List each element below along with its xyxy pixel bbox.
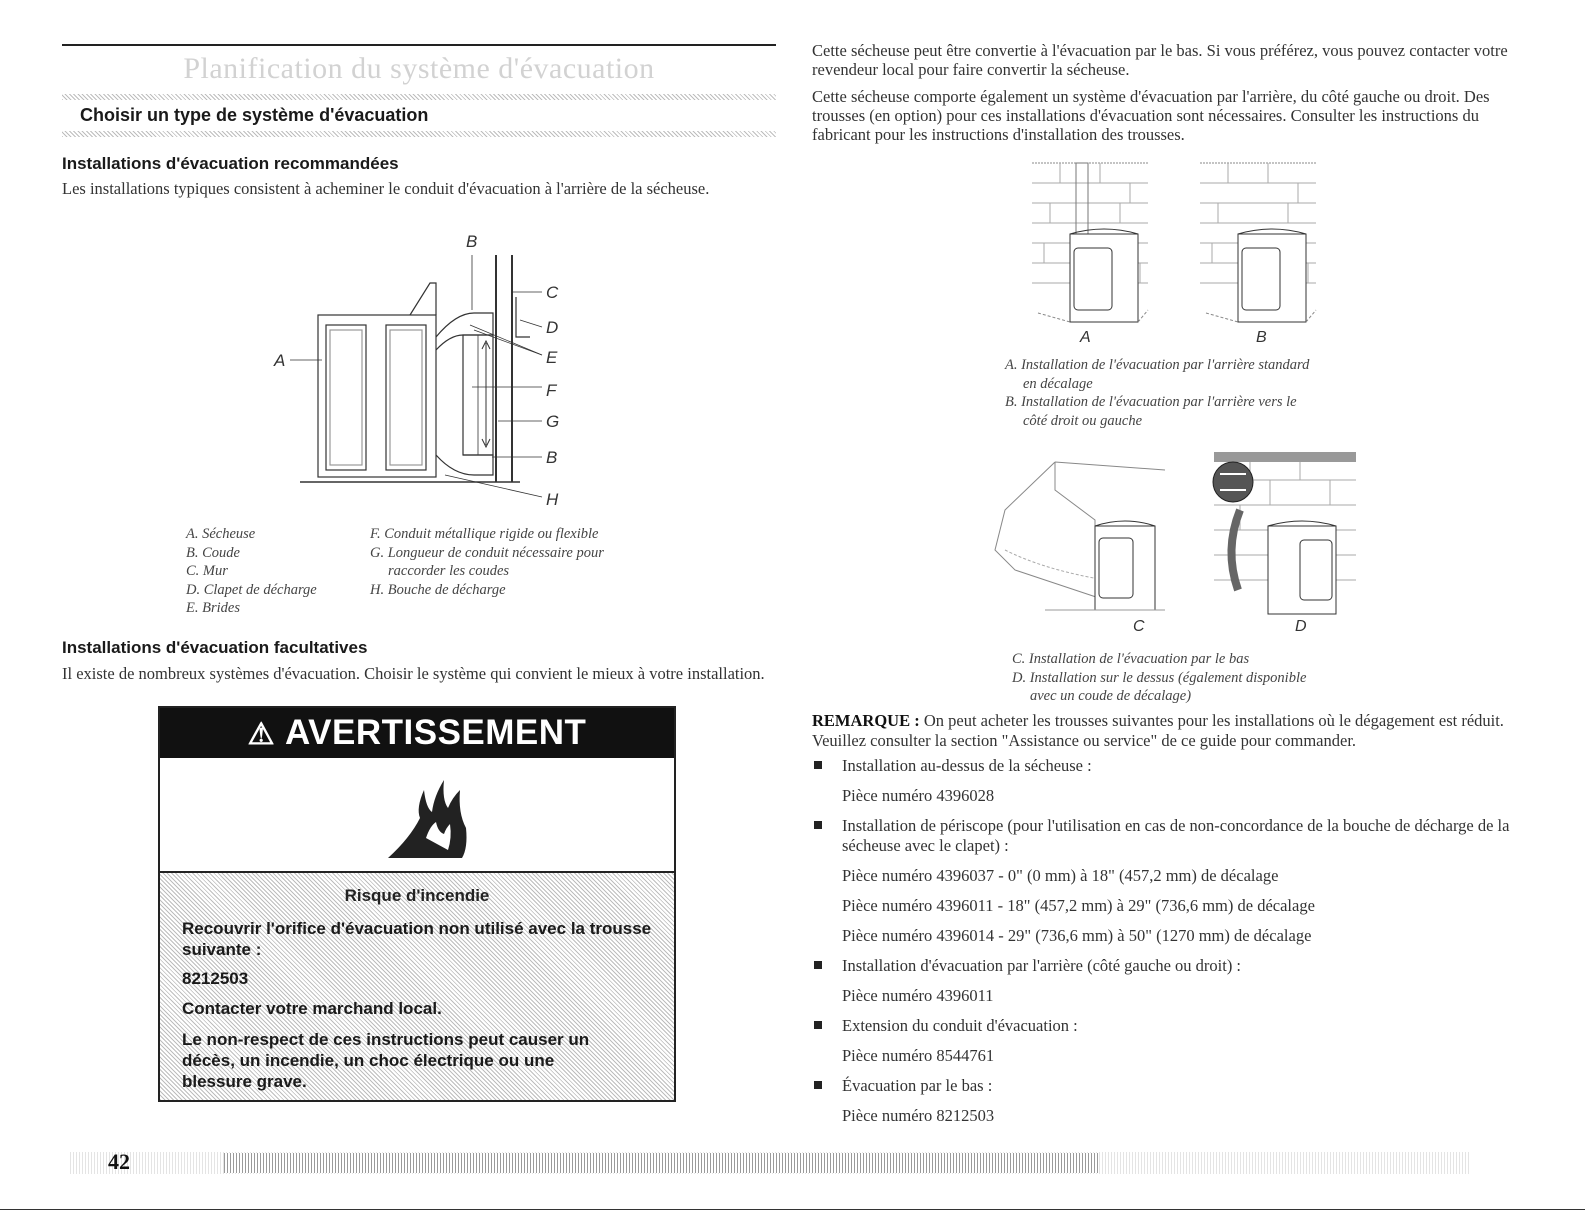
kit-item <box>812 1016 1532 1066</box>
label-h: H <box>546 490 559 509</box>
right-para2: Cette sécheuse comporte également un système d'évacuation par l'arrière, du côté gauche ou droit. Des trousses (en option) pour ces installations d'évacuation sont nécessaires. Consulter les instructions du fabricant pour les instructions d'installation des trousses. <box>812 87 1490 144</box>
top-rule <box>62 44 776 46</box>
caption-line: côté droit ou gauche <box>1023 412 1143 429</box>
kit-list <box>812 756 1532 1136</box>
figure-cd <box>985 450 1360 638</box>
right-para1: Cette sécheuse peut être convertie à l'évacuation par le bas. Si vous préférez, vous pouvez contacter votre revendeur local pour faire convertir la sécheuse. <box>812 41 1508 79</box>
label-f: F <box>546 381 557 400</box>
label-fig-a: A <box>1080 329 1091 346</box>
heading-hatch-top <box>62 94 776 100</box>
warning-box <box>158 706 676 1102</box>
legend-item: B. Coude <box>186 544 240 561</box>
kit-part: Pièce numéro 4396011 <box>842 986 994 1005</box>
legend-item: E. Brides <box>186 600 240 616</box>
warning-triangle-icon: ⚠ <box>247 718 275 751</box>
label-c: C <box>546 283 559 302</box>
legend-item: F. Conduit métallique rigide ou flexible <box>370 526 599 542</box>
kit-item <box>812 956 1532 1006</box>
legend-left <box>186 525 317 618</box>
fire-icon <box>380 768 470 863</box>
kit-item <box>812 756 1532 806</box>
caption-line: avec un coude de décalage) <box>1030 688 1192 704</box>
note <box>812 711 1532 751</box>
note-label: REMARQUE : <box>812 711 920 730</box>
caption-ab <box>1005 356 1309 430</box>
kit-part: Pièce numéro 4396037 - 0" (0 mm) à 18" (457,2 mm) de décalage <box>842 866 1279 885</box>
warning-part: 8212503 <box>182 969 249 988</box>
warning-title: AVERTISSEMENT <box>284 713 587 752</box>
vent-diagram <box>260 225 590 515</box>
label-fig-d: D <box>1295 618 1307 635</box>
legend-item: D. Clapet de décharge <box>186 581 317 598</box>
footer-hatch <box>224 1153 1099 1173</box>
page-title: Planification du système d'évacuation <box>183 52 655 85</box>
warning-risk: Risque d'incendie <box>344 886 490 905</box>
label-b-top: B <box>466 232 478 251</box>
legend-item: C. Mur <box>186 563 228 579</box>
label-fig-b: B <box>1256 329 1267 346</box>
label-d: D <box>546 318 559 337</box>
warning-header <box>160 708 674 758</box>
bullet-icon <box>814 1021 822 1029</box>
warning-line3: Le non-respect de ces instructions peut causer un décès, un incendie, un choc électrique ou une blessure grave. <box>182 1030 590 1091</box>
legend-item: A. Sécheuse <box>186 526 256 542</box>
label-b-bottom: B <box>546 448 558 467</box>
caption-line: en décalage <box>1023 375 1093 392</box>
label-fig-c: C <box>1133 618 1145 635</box>
recommended-heading: Installations d'évacuation recommandées <box>62 154 399 173</box>
caption-line: D. Installation sur le dessus (également disponible <box>1012 669 1307 686</box>
section-heading: Choisir un type de système d'évacuation <box>80 105 429 125</box>
warning-line1: Recouvrir l'orifice d'évacuation non utilisé avec la trousse suivante : <box>182 919 652 959</box>
caption-cd <box>1012 650 1306 706</box>
optional-text: Il existe de nombreux systèmes d'évacuation. Choisir le système qui convient le mieux à votre installation. <box>62 664 765 683</box>
warning-icon-area <box>160 758 674 873</box>
bullet-icon <box>814 1081 822 1089</box>
label-g: G <box>546 412 560 431</box>
kit-part: Pièce numéro 8212503 <box>842 1106 995 1125</box>
page-number: 42 <box>108 1149 130 1174</box>
kit-label: Extension du conduit d'évacuation : <box>842 1016 1078 1035</box>
kit-part: Pièce numéro 4396028 <box>842 786 995 805</box>
caption-line: C. Installation de l'évacuation par le bas <box>1012 651 1250 667</box>
kit-part: Pièce numéro 8544761 <box>842 1046 995 1065</box>
bullet-icon <box>814 761 822 769</box>
kit-part: Pièce numéro 4396011 - 18" (457,2 mm) à 29" (736,6 mm) de décalage <box>842 896 1315 915</box>
legend-right <box>370 525 604 599</box>
bottom-rule <box>0 1209 1585 1210</box>
legend-item: G. Longueur de conduit nécessaire pour <box>370 544 604 561</box>
kit-label: Installation de périscope (pour l'utilisation en cas de non-concordance de la bouche de décharge de la sécheuse avec le clapet) : <box>842 816 1510 855</box>
kit-label: Installation d'évacuation par l'arrière (côté gauche ou droit) : <box>842 956 1242 975</box>
kit-item <box>812 816 1532 946</box>
figure-ab <box>1030 158 1320 350</box>
kit-label: Évacuation par le bas : <box>842 1076 993 1095</box>
bullet-icon <box>814 961 822 969</box>
legend-item: H. Bouche de décharge <box>370 581 506 598</box>
caption-line: B. Installation de l'évacuation par l'arrière vers le <box>1005 394 1297 410</box>
note-text: On peut acheter les trousses suivantes pour les installations où le dégagement est réduit. Veuillez consulter la section "Assistance ou service" de ce guide pour commander. <box>812 711 1504 750</box>
label-a: A <box>274 351 286 370</box>
kit-item <box>812 1076 1532 1126</box>
bullet-icon <box>814 821 822 829</box>
optional-heading: Installations d'évacuation facultatives <box>62 638 368 657</box>
kit-label: Installation au-dessus de la sécheuse : <box>842 756 1092 775</box>
heading-hatch-bottom <box>62 131 776 137</box>
legend-item: raccorder les coudes <box>388 563 510 579</box>
recommended-text: Les installations typiques consistent à acheminer le conduit d'évacuation à l'arrière de la sécheuse. <box>62 179 710 198</box>
warning-line2: Contacter votre marchand local. <box>182 999 442 1018</box>
kit-part: Pièce numéro 4396014 - 29" (736,6 mm) à 50" (1270 mm) de décalage <box>842 926 1312 945</box>
label-e: E <box>546 348 558 367</box>
caption-line: A. Installation de l'évacuation par l'arrière standard <box>1005 357 1310 373</box>
